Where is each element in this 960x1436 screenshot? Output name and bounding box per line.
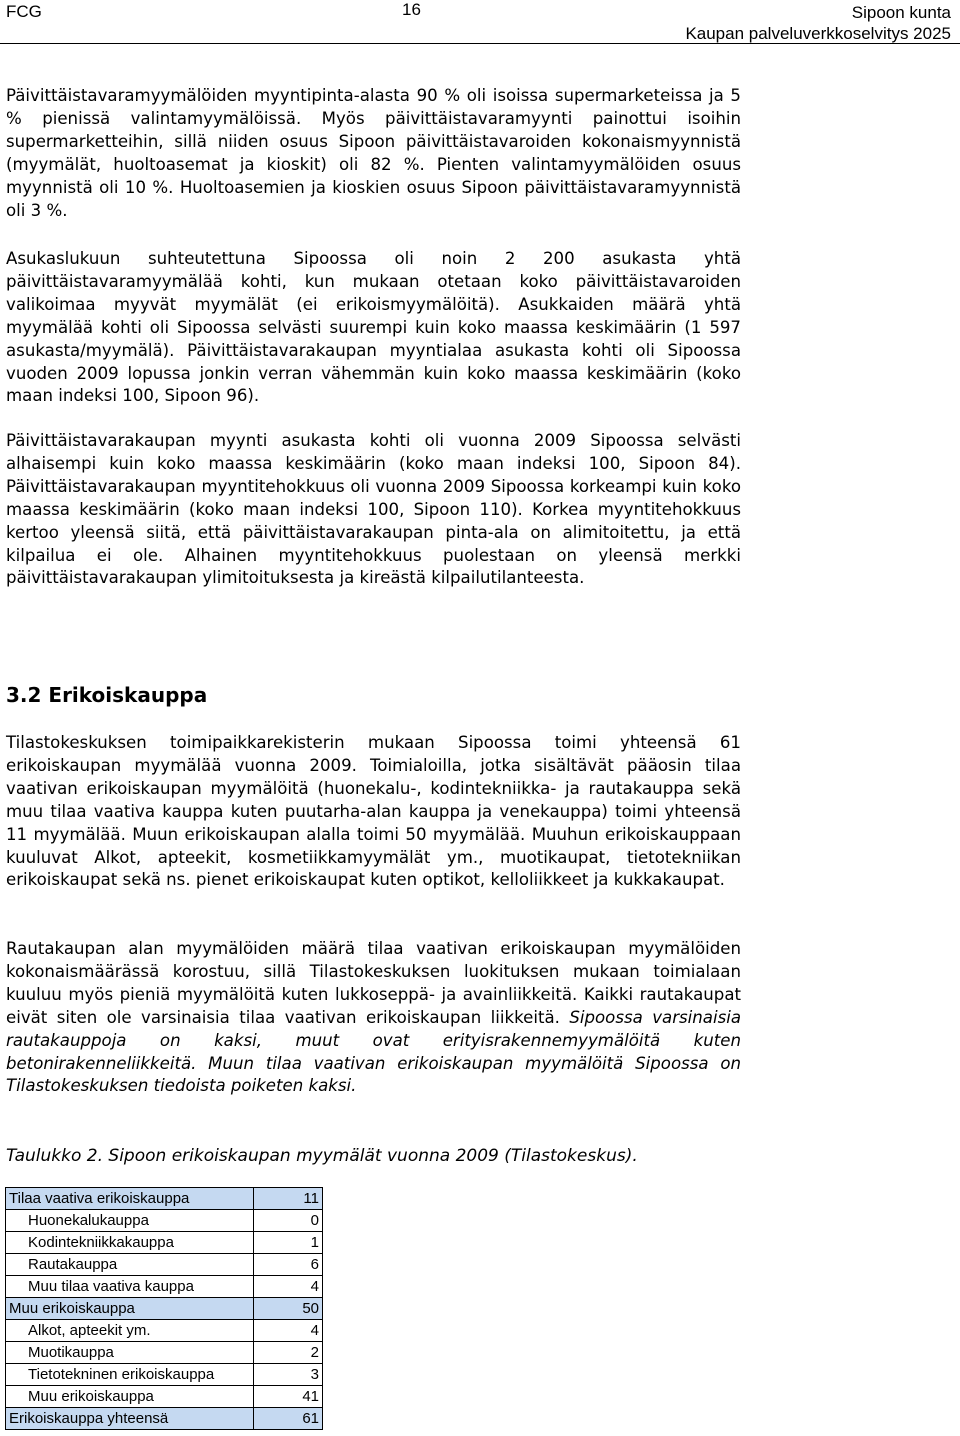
row-value: 61 xyxy=(254,1408,323,1430)
row-label: Rautakauppa xyxy=(6,1254,254,1276)
section-number: 3.2 xyxy=(6,683,42,707)
municipality-name: Sipoon kunta xyxy=(851,3,951,22)
document-title: Kaupan palveluverkkoselvitys 2025 xyxy=(685,24,951,43)
row-label: Erikoiskauppa yhteensä xyxy=(6,1408,254,1430)
row-label: Kodintekniikkakauppa xyxy=(6,1232,254,1254)
paragraph-3: Päivittäistavarakaupan myynti asukasta kohti oli vuonna 2009 Sipoossa selvästi alhaisempi kuin koko maassa keskimäärin (koko maan indeksi 100, Sipoon 84). Päivittäistavarakaupan myyntitehokkuus oli vuonna 2009 Sipoossa korkeampi kuin koko maassa keskimäärin (koko maan indeksi 100, Sipoon 110). Korkea myyntitehokkuus kertoo yleensä siitä, että päivittäistavarakaupan pinta-ala on alimitoitettu, ja että kilpailua ei ole. Alhainen myyntitehokkuus puolestaan on yleensä merkki päivittäistavarakaupan ylimitoituksesta ja kireästä kilpailutilanteesta. xyxy=(6,431,741,588)
table-row xyxy=(6,1232,323,1254)
table-caption: Taulukko 2. Sipoon erikoiskaupan myymälät vuonna 2009 (Tilastokeskus). xyxy=(6,1146,638,1166)
row-label: Muu erikoiskauppa xyxy=(6,1298,254,1320)
paragraph-5-text: Rautakaupan alan myymälöiden määrä tilaa vaativan erikoiskaupan myymälöiden kokonaismäärässä korostuu, sillä Tilastokeskuksen luokituksen mukaan toimialaan kuuluu myös pieniä myymälöitä kuten lukkoseppä- ja avainliikkeitä. Kaikki rautakaupat eivät siten ole varsinaisia tilaa vaativan erikoiskaupan liikkeitä. xyxy=(6,939,741,1027)
table-row xyxy=(6,1210,323,1232)
page-header xyxy=(0,0,960,46)
paragraph-1: Päivittäistavaramyymälöiden myyntipinta-alasta 90 % oli isoissa supermarketeissa ja 5 % pienissä valintamyymälöissä. Myös päivittäistavaramyynti painottui isoihin supermarketteihin, sillä niiden osuus Sipoon päivittäistavaroiden kokonaismyynnistä (myymälät, huoltoasemat ja kioskit) oli 82 %. Pienten valintamyymälöiden osuus myynnistä oli 10 %. Huoltoasemien ja kioskien osuus Sipoon päivittäistavaramyynnistä oli 3 %. xyxy=(6,86,741,220)
paragraph-2: Asukaslukuun suhteutettuna Sipoossa oli noin 2 200 asukasta yhtä päivittäistavaramyymälää kohti, kun mukaan otetaan koko päivittäistavaroiden valikoimaa myyvät myymälät (ei erikoismyymälöitä). Asukkaiden määrä yhtä myymälää kohti oli Sipoossa selvästi suurempi kuin koko maassa keskimäärin (1 597 asukasta/myymälä). Päivittäistavarakaupan myyntialaa asukasta kohti oli Sipoossa vuoden 2009 lopussa jonkin verran vähemmän kuin koko maassa keskimäärin (koko maan indeksi 100, Sipoon 96). xyxy=(6,249,741,406)
table-row-category xyxy=(6,1188,323,1210)
row-value: 4 xyxy=(254,1320,323,1342)
table-row xyxy=(6,1276,323,1298)
table-row-category xyxy=(6,1298,323,1320)
table-row-category xyxy=(6,1408,323,1430)
row-label: Alkot, apteekit ym. xyxy=(6,1320,254,1342)
row-value: 2 xyxy=(254,1342,323,1364)
header-rule xyxy=(0,43,960,44)
row-label: Tietotekninen erikoiskauppa xyxy=(6,1364,254,1386)
stores-table xyxy=(5,1187,323,1430)
row-label: Muotikauppa xyxy=(6,1342,254,1364)
table-row xyxy=(6,1320,323,1342)
row-label: Muu tilaa vaativa kauppa xyxy=(6,1276,254,1298)
table-row xyxy=(6,1386,323,1408)
page-number: 16 xyxy=(402,0,421,19)
paragraph-5-italic: Sipoossa varsinaisia rautakauppoja on kaksi, muut ovat erityisrakennemyymälöitä kuten betonirakenneliikkeitä. Muun tilaa vaativan erikoiskaupan myymälöitä Sipoossa on Tilastokeskuksen tiedoista poiketen kaksi. xyxy=(6,1007,741,1096)
row-value: 4 xyxy=(254,1276,323,1298)
stores-table-body xyxy=(6,1188,323,1430)
row-value: 50 xyxy=(254,1298,323,1320)
company-logo-text: FCG xyxy=(6,2,42,21)
row-value: 11 xyxy=(254,1188,323,1210)
paragraph-5 xyxy=(6,938,741,1098)
header-right xyxy=(685,2,951,44)
row-label: Muu erikoiskauppa xyxy=(6,1386,254,1408)
row-value: 6 xyxy=(254,1254,323,1276)
section-heading xyxy=(6,683,207,707)
row-value: 0 xyxy=(254,1210,323,1232)
row-label: Tilaa vaativa erikoiskauppa xyxy=(6,1188,254,1210)
table-row xyxy=(6,1342,323,1364)
row-value: 1 xyxy=(254,1232,323,1254)
paragraph-4: Tilastokeskuksen toimipaikkarekisterin mukaan Sipoossa toimi yhteensä 61 erikoiskaupan myymälää vuonna 2009. Toimialoilla, jotka sisältävät pääosin tilaa vaativan erikoiskaupan myymälöitä (huonekalu-, kodintekniikka- ja rautakauppa sekä muu tilaa vaativa kauppa kuten puutarha-alan kauppa ja venekauppa) toimi yhteensä 11 myymälää. Muun erikoiskaupan alalla toimi 50 myymälää. Muuhun erikoiskauppaan kuuluvat Alkot, apteekit, kosmetiikkamyymälät ym., muotikaupat, tietotekniikan erikoiskaupat sekä ns. pienet erikoiskaupat kuten optikot, kelloliikkeet ja kukkakaupat. xyxy=(6,733,741,890)
row-value: 41 xyxy=(254,1386,323,1408)
section-title: Erikoiskauppa xyxy=(48,683,208,707)
table-row xyxy=(6,1364,323,1386)
row-value: 3 xyxy=(254,1364,323,1386)
table-row xyxy=(6,1254,323,1276)
row-label: Huonekalukauppa xyxy=(6,1210,254,1232)
